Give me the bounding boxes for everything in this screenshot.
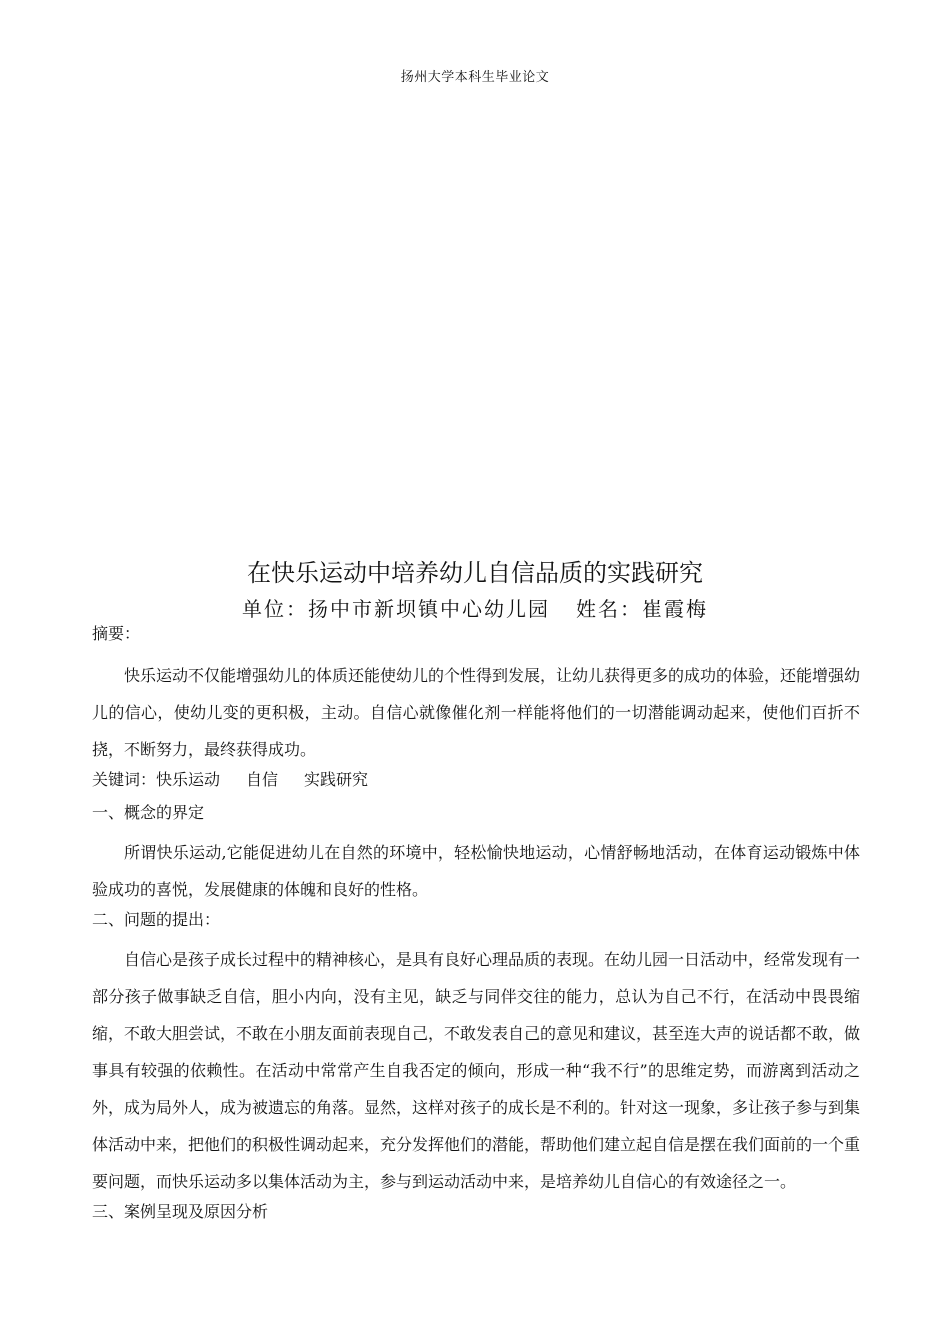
abstract-text: 快乐运动不仅能增强幼儿的体质还能使幼儿的个性得到发展，让幼儿获得更多的成功的体验，还能增强幼儿的信心，使幼儿变的更积极，主动。自信心就像催化剂一样能将他们的一切潜能调动起来，使他们百折不挠，不断努力，最终获得成功。 bbox=[92, 666, 861, 759]
keywords-label: 关键词： bbox=[92, 770, 157, 789]
unit-label: 单位：扬中市新坝镇中心幼儿园 bbox=[242, 597, 550, 621]
article-title: 在快乐运动中培养幼儿自信品质的实践研究 bbox=[247, 559, 703, 587]
abstract-heading: 摘要： bbox=[92, 624, 141, 643]
section-heading: 三、案例呈现及原因分析 bbox=[92, 1202, 269, 1221]
author-byline bbox=[0, 593, 950, 622]
section-text: 所谓快乐运动,它能促进幼儿在自然的环境中，轻松愉快地运动，心情舒畅地活动，在体育运动锻炼中体验成功的喜悦，发展健康的体魄和良好的性格。 bbox=[92, 843, 860, 899]
article-body bbox=[92, 622, 860, 1233]
section-heading: 一、概念的界定 bbox=[92, 803, 205, 822]
keyword: 实践研究 bbox=[304, 770, 369, 789]
keyword: 自信 bbox=[246, 770, 279, 789]
author-name: 姓名：崔霞梅 bbox=[576, 597, 708, 621]
keyword: 快乐运动 bbox=[156, 770, 221, 789]
keywords bbox=[92, 768, 860, 801]
section-heading: 二、问题的提出： bbox=[92, 910, 221, 929]
section-text: 自信心是孩子成长过程中的精神核心，是具有良好心理品质的表现。在幼儿园一日活动中，经常发现有一部分孩子做事缺乏自信，胆小内向，没有主见，缺乏与同伴交往的能力，总认为自己不行，在活动中畏畏缩缩，不敢大胆尝试，不敢在小朋友面前表现自己，不敢发表自己的意见和建议，甚至连大声的说话都不敢，做事具有较强的依赖性。在活动中常常产生自我否定的倾向，形成一种“我不行”的思维定势，而游离到活动之外，成为局外人，成为被遗忘的角落。显然，这样对孩子的成长是不利的。针对这一现象，多让孩子参与到集体活动中来，把他们的积极性调动起来，充分发挥他们的潜能，帮助他们建立起自信是摆在我们面前的一个重要问题，而快乐运动多以集体活动为主，参与到运动活动中来，是培养幼儿自信心的有效途径之一。 bbox=[92, 950, 861, 1191]
running-header: 扬州大学本科生毕业论文 bbox=[400, 70, 550, 85]
